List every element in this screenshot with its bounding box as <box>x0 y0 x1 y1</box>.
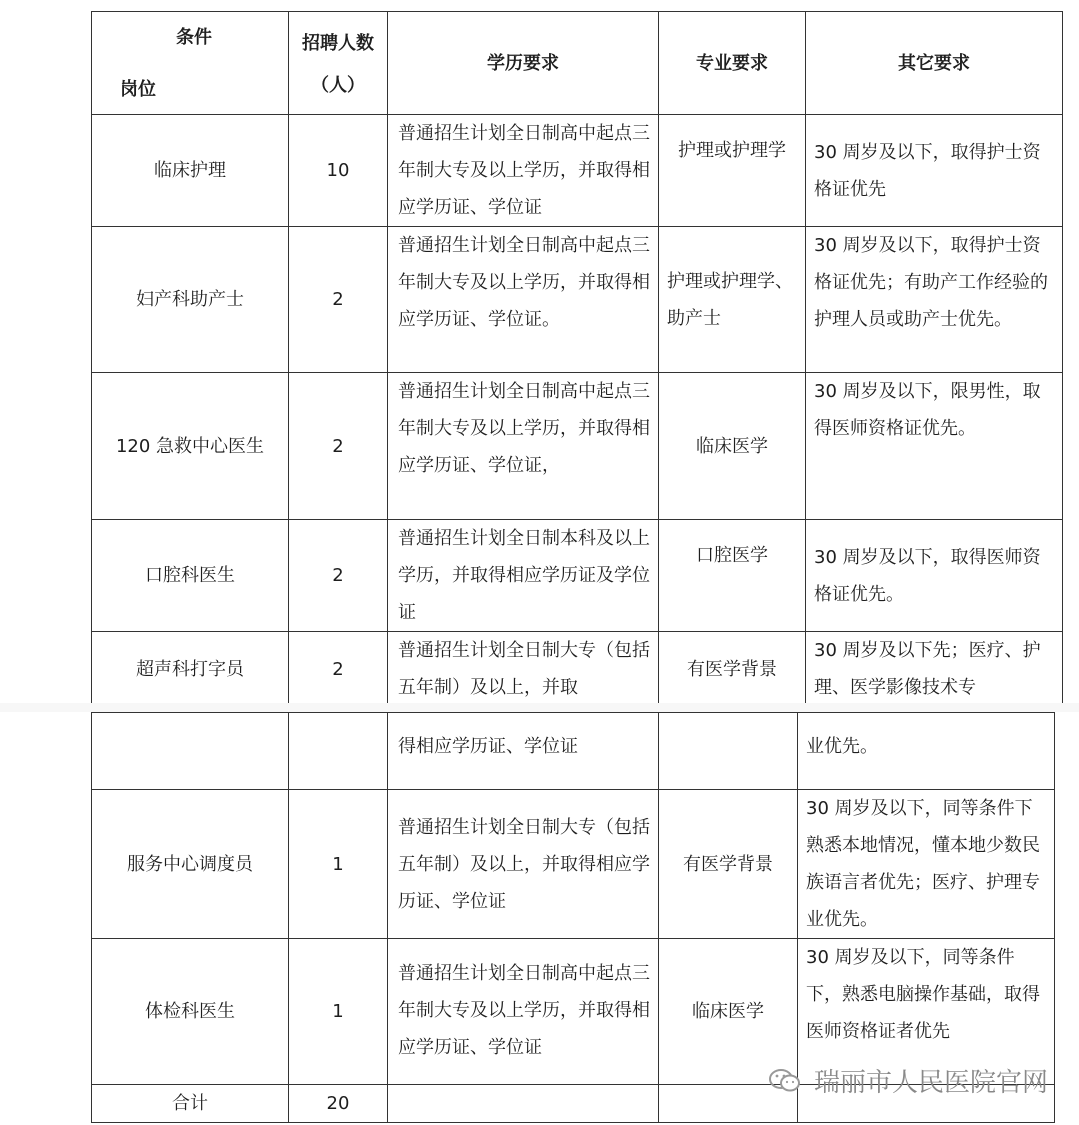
header-other: 其它要求 <box>806 12 1063 115</box>
watermark-text: 瑞丽市人民医院官网 <box>814 1068 1049 1098</box>
header-position-label: 岗位 <box>120 79 156 100</box>
cell-education: 普通招生计划全日制高中起点三年制大专及以上学历，并取得相应学历证、学位证 <box>388 939 659 1085</box>
table-row <box>92 520 1063 632</box>
cell-count-empty <box>289 713 388 790</box>
cell-education: 普通招生计划全日制高中起点三年制大专及以上学历，并取得相应学历证、学位证。 <box>388 227 659 373</box>
cell-other: 30 周岁及以下，取得医师资格证优先。 <box>806 520 1063 632</box>
cell-position-empty <box>92 713 289 790</box>
cell-count: 1 <box>289 790 388 939</box>
cell-major: 临床医学 <box>659 373 806 520</box>
header-diagonal-cell <box>92 12 289 115</box>
cell-position: 口腔科医生 <box>92 520 289 632</box>
cell-other: 30 周岁及以下，取得护士资格证优先 <box>806 115 1063 227</box>
cell-position: 临床护理 <box>92 115 289 227</box>
cell-education: 普通招生计划全日制高中起点三年制大专及以上学历，并取得相应学历证、学位证 <box>388 115 659 227</box>
cell-other: 30 周岁及以下，同等条件下，熟悉电脑操作基础，取得医师资格证者优先 <box>798 939 1055 1085</box>
cell-major: 有医学背景 <box>659 632 806 708</box>
table-row <box>92 632 1063 708</box>
cell-count: 2 <box>289 227 388 373</box>
cell-major: 护理或护理学、助产士 <box>659 227 806 373</box>
page-break <box>0 703 1079 712</box>
table-row <box>92 373 1063 520</box>
header-row <box>92 12 1063 115</box>
table-row <box>92 227 1063 373</box>
header-count <box>289 12 388 115</box>
header-education: 学历要求 <box>388 12 659 115</box>
cell-education: 普通招生计划全日制高中起点三年制大专及以上学历，并取得相应学历证、学位证， <box>388 373 659 520</box>
header-condition-label: 条件 <box>176 27 212 48</box>
header-major: 专业要求 <box>659 12 806 115</box>
cell-count: 2 <box>289 632 388 708</box>
header-count-line2: （人） <box>311 75 365 96</box>
cell-major: 护理或护理学 <box>659 115 806 227</box>
cell-position: 体检科医生 <box>92 939 289 1085</box>
cell-other: 30 周岁及以下，同等条件下熟悉本地情况，懂本地少数民族语言者优先；医疗、护理专业优先。 <box>798 790 1055 939</box>
cell-education: 普通招生计划全日制本科及以上学历，并取得相应学历证及学位证 <box>388 520 659 632</box>
cell-education: 得相应学历证、学位证 <box>388 713 659 790</box>
table-row <box>92 790 1055 939</box>
table-row-continued <box>92 713 1055 790</box>
cell-major: 临床医学 <box>659 939 798 1085</box>
cell-other: 30 周岁及以下，取得护士资格证优先；有助产工作经验的护理人员或助产士优先。 <box>806 227 1063 373</box>
cell-other: 30 周岁及以下，限男性，取得医师资格证优先。 <box>806 373 1063 520</box>
wechat-icon <box>768 1068 802 1094</box>
cell-major-empty <box>659 713 798 790</box>
table-row <box>92 115 1063 227</box>
total-education-empty <box>388 1085 659 1123</box>
recruitment-table-part-1 <box>91 11 1063 708</box>
cell-major: 有医学背景 <box>659 790 798 939</box>
cell-position: 妇产科助产士 <box>92 227 289 373</box>
cell-position: 120 急救中心医生 <box>92 373 289 520</box>
cell-other: 30 周岁及以下先；医疗、护理、医学影像技术专 <box>806 632 1063 708</box>
cell-education: 普通招生计划全日制大专（包括五年制）及以上，并取 <box>388 632 659 708</box>
cell-other: 业优先。 <box>798 713 1055 790</box>
cell-count: 2 <box>289 520 388 632</box>
cell-major: 口腔医学 <box>659 520 806 632</box>
cell-education: 普通招生计划全日制大专（包括五年制）及以上，并取得相应学历证、学位证 <box>388 790 659 939</box>
cell-position: 服务中心调度员 <box>92 790 289 939</box>
cell-count: 2 <box>289 373 388 520</box>
total-count: 20 <box>289 1085 388 1123</box>
watermark <box>768 1062 1048 1099</box>
cell-count: 1 <box>289 939 388 1085</box>
cell-count: 10 <box>289 115 388 227</box>
cell-position: 超声科打字员 <box>92 632 289 708</box>
total-label: 合计 <box>92 1085 289 1123</box>
header-count-line1: 招聘人数 <box>302 33 374 54</box>
